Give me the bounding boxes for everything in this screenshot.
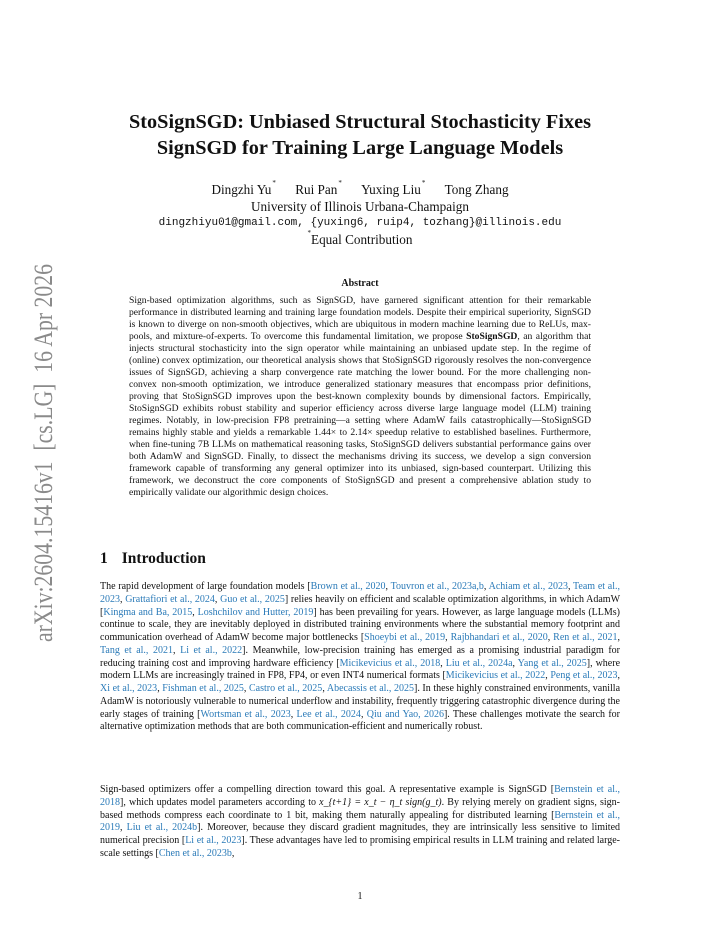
affiliation: University of Illinois Urbana-Champaign <box>251 199 469 214</box>
author-list <box>100 179 620 198</box>
citation-link[interactable]: Kingma and Ba, 2015 <box>103 606 193 618</box>
section-number: 1 <box>100 550 108 567</box>
title-line-2: SignSGD for Training Large Language Models <box>156 137 564 159</box>
author-2: Rui Pan* <box>295 179 342 197</box>
abstract-body: Sign-based optimization algorithms, such as SignSGD, have garnered significant attention for their remarkable performance in distributed learning and training large foundation models. Despite their empirical superiority, SignSGD is known to diverge on non-smooth objectives, which are ubiquitous in modern machine learning due to ReLUs, max-pools, and mixture-of-experts. To overcome this fundamental limitation, we propose StoSignSGD, an algorithm that injects structural stochasticity into the sign operator while maintaining an unbiased update step. In the regime of (online) convex optimization, our theoretical analysis shows that StoSignSGD rigorously resolves the non-convergence issues of SignSGD, achieving a sharp convergence rate matching the lower bound. For the more challenging non-convex non-smooth optimization, we introduce generalized stationary measures that encompass prior definitions, proving that StoSignSGD improves upon the best-known complexity bounds by dimensional factors. Empirically, StoSignSGD exhibits robust stability and superior efficiency across diverse large language model (LLM) training regimes. Notably, in low-precision FP8 pretraining—a setting where AdamW fails catastrophically—StoSignSGD remains highly stable and yields a remarkable 1.44× to 2.14× speedup relative to established baselines. Furthermore, when fine-tuning 7B LLMs on mathematical reasoning tasks, StoSignSGD delivers substantial performance gains over both AdamW and SignSGD. Finally, to dissect the mechanisms driving its success, we develop a sign conversion framework capable of transforming any general optimizer into its unbiased, sign-based counterpart. Utilizing this framework, we deconstruct the core components of StoSignSGD and present a comprehensive ablation study to empirically validate our algorithmic design choices. <box>129 295 592 498</box>
page-number: 1 <box>357 891 363 902</box>
citation-link[interactable]: Abecassis et al., 2025 <box>326 683 415 694</box>
author-emails: dingzhiyu01@gmail.com, {yuxing6, ruip4, tozhang}@illinois.edu <box>158 217 562 229</box>
citation-link[interactable]: Qiu and Yao, 2026 <box>366 708 444 720</box>
citation-link[interactable]: Wortsman et al., 2023 <box>200 708 291 720</box>
citation-link[interactable]: Lee et al., 2024 <box>296 708 361 720</box>
citation-link[interactable]: Peng et al., 2023 <box>550 670 618 682</box>
citation-link[interactable]: Li et al., 2023 <box>185 835 242 846</box>
citation-link[interactable]: Xi et al., 2023 <box>100 683 158 694</box>
citation-link[interactable]: Liu et al., 2024b <box>126 822 198 834</box>
section-title: Introduction <box>121 550 206 567</box>
citation-link[interactable]: Tang et al., 2021 <box>100 644 174 656</box>
citation-link[interactable]: Shoeybi et al., 2019 <box>364 632 446 643</box>
citation-link[interactable]: Loshchilov and Hutter, 2019 <box>197 606 314 618</box>
citation-link[interactable]: Micikevicius et al., 2022 <box>445 670 546 682</box>
paper-title <box>100 109 620 161</box>
citation-link[interactable]: Touvron et al., 2023a,b <box>390 581 484 592</box>
update-equation: x_{t+1} = x_t − η_t sign(g_t) <box>319 796 442 808</box>
abstract-heading: Abstract <box>341 278 379 289</box>
citation-link[interactable]: Team et al., 2023 <box>100 581 620 605</box>
citation-link[interactable]: Ren et al., 2021 <box>553 632 618 643</box>
equal-contribution-note: *Equal Contribution <box>307 229 413 247</box>
citation-link[interactable]: Castro et al., 2025 <box>249 683 323 694</box>
intro-paragraph-1: The rapid development of large foundation models [Brown et al., 2020, Touvron et al., 2023a,b, Achiam et al., 2023, Team et al., 2023, Grattafiori et al., 2024, Guo et al., 2025] relies heavily on efficient and scalable optimization algorithms, in which AdamW [Kingma and Ba, 2015, Loshchilov and Hutter, 2019] has been prevailing for years. However, as large language models (LLMs) continue to scale, they are inevitably deployed in distributed training environments where the substantial memory footprint and communication overhead of AdamW become major bottlenecks [Shoeybi et al., 2019, Rajbhandari et al., 2020, Ren et al., 2021, Tang et al., 2021, Li et al., 2022]. Meanwhile, low-precision training has emerged as a promising industrial paradigm for reducing training cost and improving hardware efficiency [Micikevicius et al., 2018, Liu et al., 2024a, Yang et al., 2025], where modern LLMs are increasingly trained in FP8, FP4, or even INT4 numerical formats [Micikevicius et al., 2022, Peng et al., 2023, Xi et al., 2023, Fishman et al., 2025, Castro et al., 2025, Abecassis et al., 2025]. In these highly constrained environments, vanilla AdamW is notoriously vulnerable to numerical underflow and instability, frequently triggering catastrophic divergence during the early stages of training [Wortsman et al., 2023, Lee et al., 2024, Qiu and Yao, 2026]. These challenges motivate the search for alternative optimization methods that are both communication-efficient and numerically robust. <box>100 581 621 733</box>
title-line-1: StoSignSGD: Unbiased Structural Stochasticity Fixes <box>129 111 591 133</box>
author-4: Tong Zhang <box>444 182 509 197</box>
arxiv-stamp-text: arXiv:2604.15416v1 [cs.LG] 16 Apr 2026 <box>28 262 58 642</box>
citation-link[interactable]: Brown et al., 2020 <box>310 581 386 592</box>
citation-link[interactable]: Guo et al., 2025 <box>220 593 285 605</box>
citation-link[interactable]: Rajbhandari et al., 2020 <box>450 632 548 643</box>
citation-link[interactable]: Micikevicius et al., 2018 <box>339 657 441 669</box>
citation-link[interactable]: Bernstein et al., 2019 <box>100 809 620 834</box>
citation-link[interactable]: Yang et al., 2025 <box>517 657 587 669</box>
citation-link[interactable]: Liu et al., 2024a <box>445 657 513 669</box>
author-1: Dingzhi Yu* <box>211 179 276 197</box>
citation-link[interactable]: Chen et al., 2023b <box>158 847 232 859</box>
citation-link[interactable]: Fishman et al., 2025 <box>162 683 244 694</box>
citation-link[interactable]: Grattafiori et al., 2024 <box>125 593 215 605</box>
intro-paragraph-2: Sign-based optimizers offer a compelling direction toward this goal. A representative example is SignSGD [Bernstein et al., 2018], which updates model parameters according to x_{t+1} = x_t − η_t sign(g_t). By relying merely on gradient signs, sign-based methods compress each coordinate to 1 bit, making them naturally appealing for distributed learning [Bernstein et al., 2019, Liu et al., 2024b]. Moreover, because they discard gradient magnitudes, they are intrinsically less sensitive to limited numerical precision [Li et al., 2023]. These advantages have led to promising empirical results in LLM training and related large-scale settings [Chen et al., 2023b, <box>100 784 621 859</box>
citation-link[interactable]: Li et al., 2022 <box>180 644 243 656</box>
citation-link[interactable]: Bernstein et al., 2018 <box>100 784 620 808</box>
arxiv-identifier-stamp <box>14 262 66 642</box>
section-heading <box>100 550 206 568</box>
method-name: StoSignSGD <box>466 331 518 342</box>
author-3: Yuxing Liu* <box>361 179 426 197</box>
citation-link[interactable]: Achiam et al., 2023 <box>488 581 568 592</box>
